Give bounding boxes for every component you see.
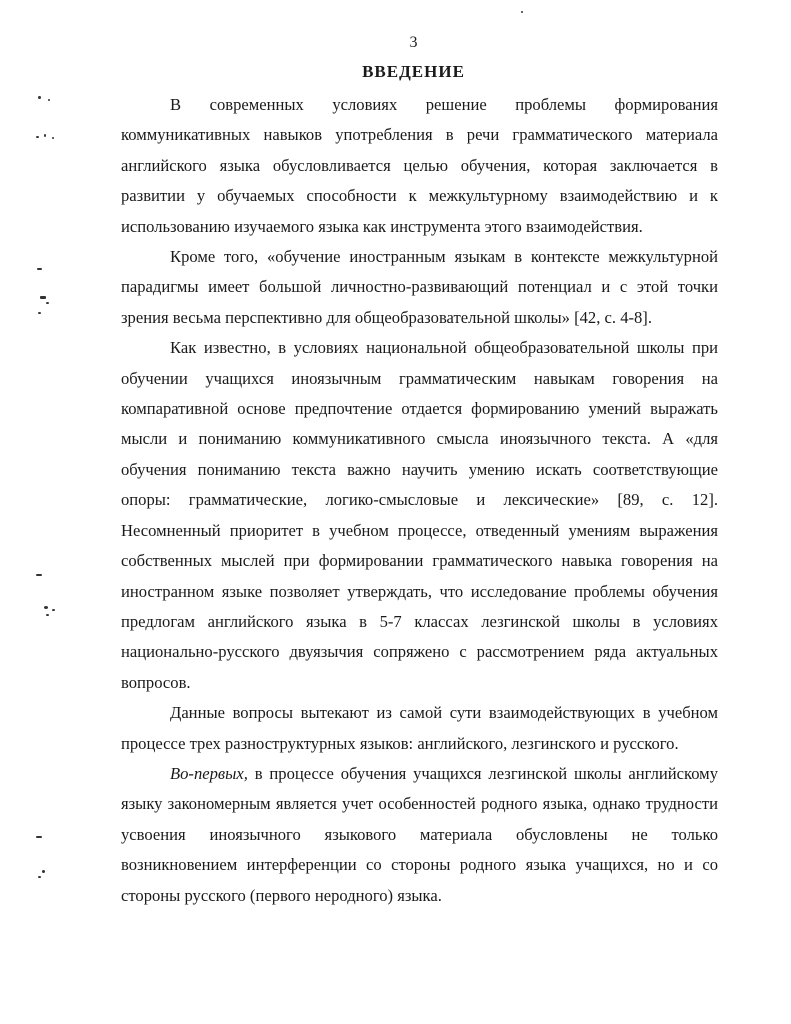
scan-speck: [48, 99, 50, 101]
scan-speck: [37, 268, 42, 270]
scan-speck: [38, 312, 41, 314]
paragraph-1: В современных условиях решение проблемы формирования коммуникативных навыков употребления в речи грамматического материала английского языка обусловливается целью обучения, которая заключается в развитии у обучаемых способности к межкультурному взаимодействию и к использованию изучаемого языка как инструмента этого взаимодействия.: [121, 95, 718, 236]
scan-speck: [46, 614, 49, 616]
scan-speck: [52, 609, 55, 611]
paragraph-4: Данные вопросы вытекают из самой сути взаимодействующих в учебном процессе трех разноструктурных языков: английского, лезгинского и русского.: [121, 703, 718, 753]
paragraph-5: [121, 759, 718, 911]
body-text: [121, 90, 718, 911]
scan-speck: [38, 876, 41, 878]
scan-speck: [521, 11, 523, 13]
page-number: 3: [409, 34, 418, 51]
paragraph-2: Кроме того, «обучение иностранным языкам в контексте межкультурной парадигмы имеет большой личностно-развивающий потенциал и с этой точки зрения весьма перспективно для общеобразовательной школы» [42, с. 4-8].: [121, 247, 718, 327]
paragraph-5-lead: Во-первых,: [170, 763, 248, 783]
scan-speck: [36, 136, 39, 138]
scan-speck: [36, 574, 42, 576]
scan-speck: [36, 836, 42, 838]
paragraph-3: Как известно, в условиях национальной общеобразовательной школы при обучении учащихся иноязычным грамматическим навыкам говорения на компаративной основе предпочтение отдается формированию умений выражать мысли и пониманию коммуникативного смысла иноязычного текста. А «для обучения пониманию текста важно научить умению искать соответствующие опоры: грамматические, логико-смысловые и лексические» [89, с. 12]. Несомненный приоритет в учебном процессе, отведенный умениям выражения собственных мыслей при формировании грамматического навыка говорения на иностранном языке позволяет утверждать, что исследование проблемы обучения предлогам английского языка в 5-7 классах лезгинской школы в условиях национально-русского двуязычия сопряжено с рассмотрением ряда актуальных вопросов.: [121, 338, 718, 692]
scan-speck: [44, 134, 46, 137]
scan-speck: [40, 296, 46, 299]
scan-speck: [38, 96, 41, 99]
scan-speck: [44, 606, 48, 609]
scan-speck: [46, 302, 49, 304]
paragraph-5-text: в процессе обучения учащихся лезгинской школы английскому языку закономерным является учет особенностей родного языка, однако трудности усвоения иноязычного языкового материала обусловлены не только возникновением интерференции со стороны родного языка учащихся, но и со стороны русского (первого неродного) языка.: [121, 763, 718, 905]
scan-speck: [42, 870, 45, 873]
page-title: ВВЕДЕНИЕ: [362, 62, 465, 81]
scan-speck: [52, 137, 54, 139]
